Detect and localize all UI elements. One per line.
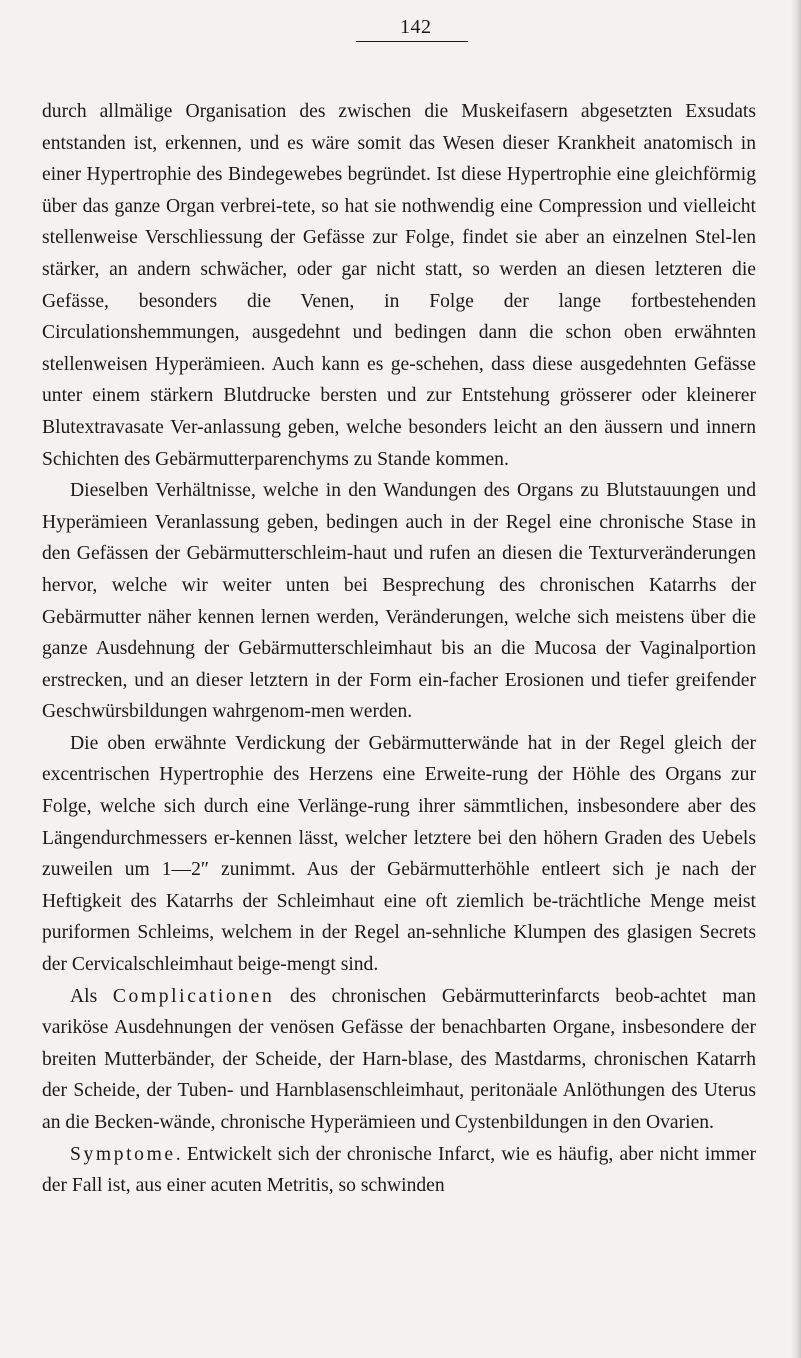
paragraph-text: Dieselben Verhältnisse, welche in den Wandungen des Organs zu Blutstauungen und Hyperämieen Veranlassung geben, bedingen auch in der Regel eine chronische Stase in den Gefässen der Gebärmutterschleim-haut und rufen an diesen die Texturveränderungen hervor, welche wir weiter unten bei Besprechung des chronischen Katarrhs der Gebärmutter näher kennen lernen werden, Veränderungen, welche sich meistens über die ganze Ausdehnung der Gebärmutterschleimhaut bis an die Mucosa der Vaginalportion erstrecken, und an dieser letztern in der Form ein-facher Erosionen und tiefer greifender Geschwürsbildungen wahrgenom-men werden. bbox=[42, 480, 756, 723]
page-number: 142 bbox=[400, 16, 432, 38]
emphasized-term-symptome: Symptome bbox=[70, 1143, 176, 1165]
page-edge-shadow bbox=[791, 0, 801, 1358]
body-text bbox=[42, 96, 756, 1202]
paragraph-4 bbox=[42, 981, 756, 1139]
emphasized-term-complicationen: Complicationen bbox=[112, 985, 275, 1007]
paragraph-3 bbox=[42, 728, 756, 981]
paragraph-5 bbox=[42, 1139, 756, 1202]
paragraph-text: durch allmälige Organisation des zwischen die Muskeifasern abgesetzten Exsudats entstanden ist, erkennen, und es wäre somit das Wesen dieser Krankheit anatomisch in einer Hypertrophie des Bindegewebes begründet. Ist diese Hypertrophie eine gleichförmig über das ganze Organ verbrei-tete, so hat sie nothwendig eine Compression und vielleicht stellenweise Verschliessung der Gefässe zur Folge, findet sie aber an einzelnen Stel-len stärker, an andern schwächer, oder gar nicht statt, so werden an diesen letzteren die Gefässe, besonders die Venen, in Folge der lange fortbestehenden Circulationshemmungen, ausgedehnt und bedingen dann die schon oben erwähnten stellenweisen Hyperämieen. Auch kann es ge-schehen, dass diese ausgedehnten Gefässe unter einem stärkern Blutdrucke bersten und zur Entstehung grösserer oder kleinerer Blutextravasate Ver-anlassung geben, welche besonders leicht an den äussern und innern Schichten des Gebärmutterparenchyms zu Stande kommen. bbox=[42, 101, 756, 470]
paragraph-text: Die oben erwähnte Verdickung der Gebärmutterwände hat in der Regel gleich der excentrischen Hypertrophie des Herzens eine Erweite-rung der Höhle des Organs zur Folge, welche sich durch eine Verlänge-rung ihrer sämmtlichen, insbesondere aber des Längendurchmessers er-kennen lässt, welcher letztere bei den höhern Graden des Uebels zuweilen um 1—2″ zunimmt. Aus der Gebärmutterhöhle entleert sich je nach der Heftigkeit des Katarrhs der Schleimhaut eine oft ziemlich be-trächtliche Menge meist puriformen Schleims, welchem in der Regel an-sehnliche Klumpen des glasigen Secrets der Cervicalschleimhaut beige-mengt sind. bbox=[42, 732, 756, 976]
paragraph-text: des chronischen Gebärmutterinfarcts beob-achtet man variköse Ausdehnungen der venösen Gefässe der benachbarten Organe, insbesondere der breiten Mutterbänder, der Scheide, der Harn-blase, des Mastdarms, chronischen Katarrh der Scheide, der Tuben- und Harnblasenschleimhaut, peritonäale Anlöthungen des Uterus an die Becken-wände, chronische Hyperämieen und Cystenbildungen in den Ovarien. bbox=[42, 985, 756, 1133]
paragraph-2 bbox=[42, 475, 756, 728]
paragraph-text: . Entwickelt sich der chronische Infarct, wie es häufig, aber nicht immer der Fall ist, aus einer acuten Metritis, so schwinden bbox=[42, 1143, 756, 1197]
header-rule bbox=[356, 41, 468, 42]
paragraph-1 bbox=[42, 96, 756, 475]
paragraph-text: Als bbox=[70, 985, 113, 1007]
